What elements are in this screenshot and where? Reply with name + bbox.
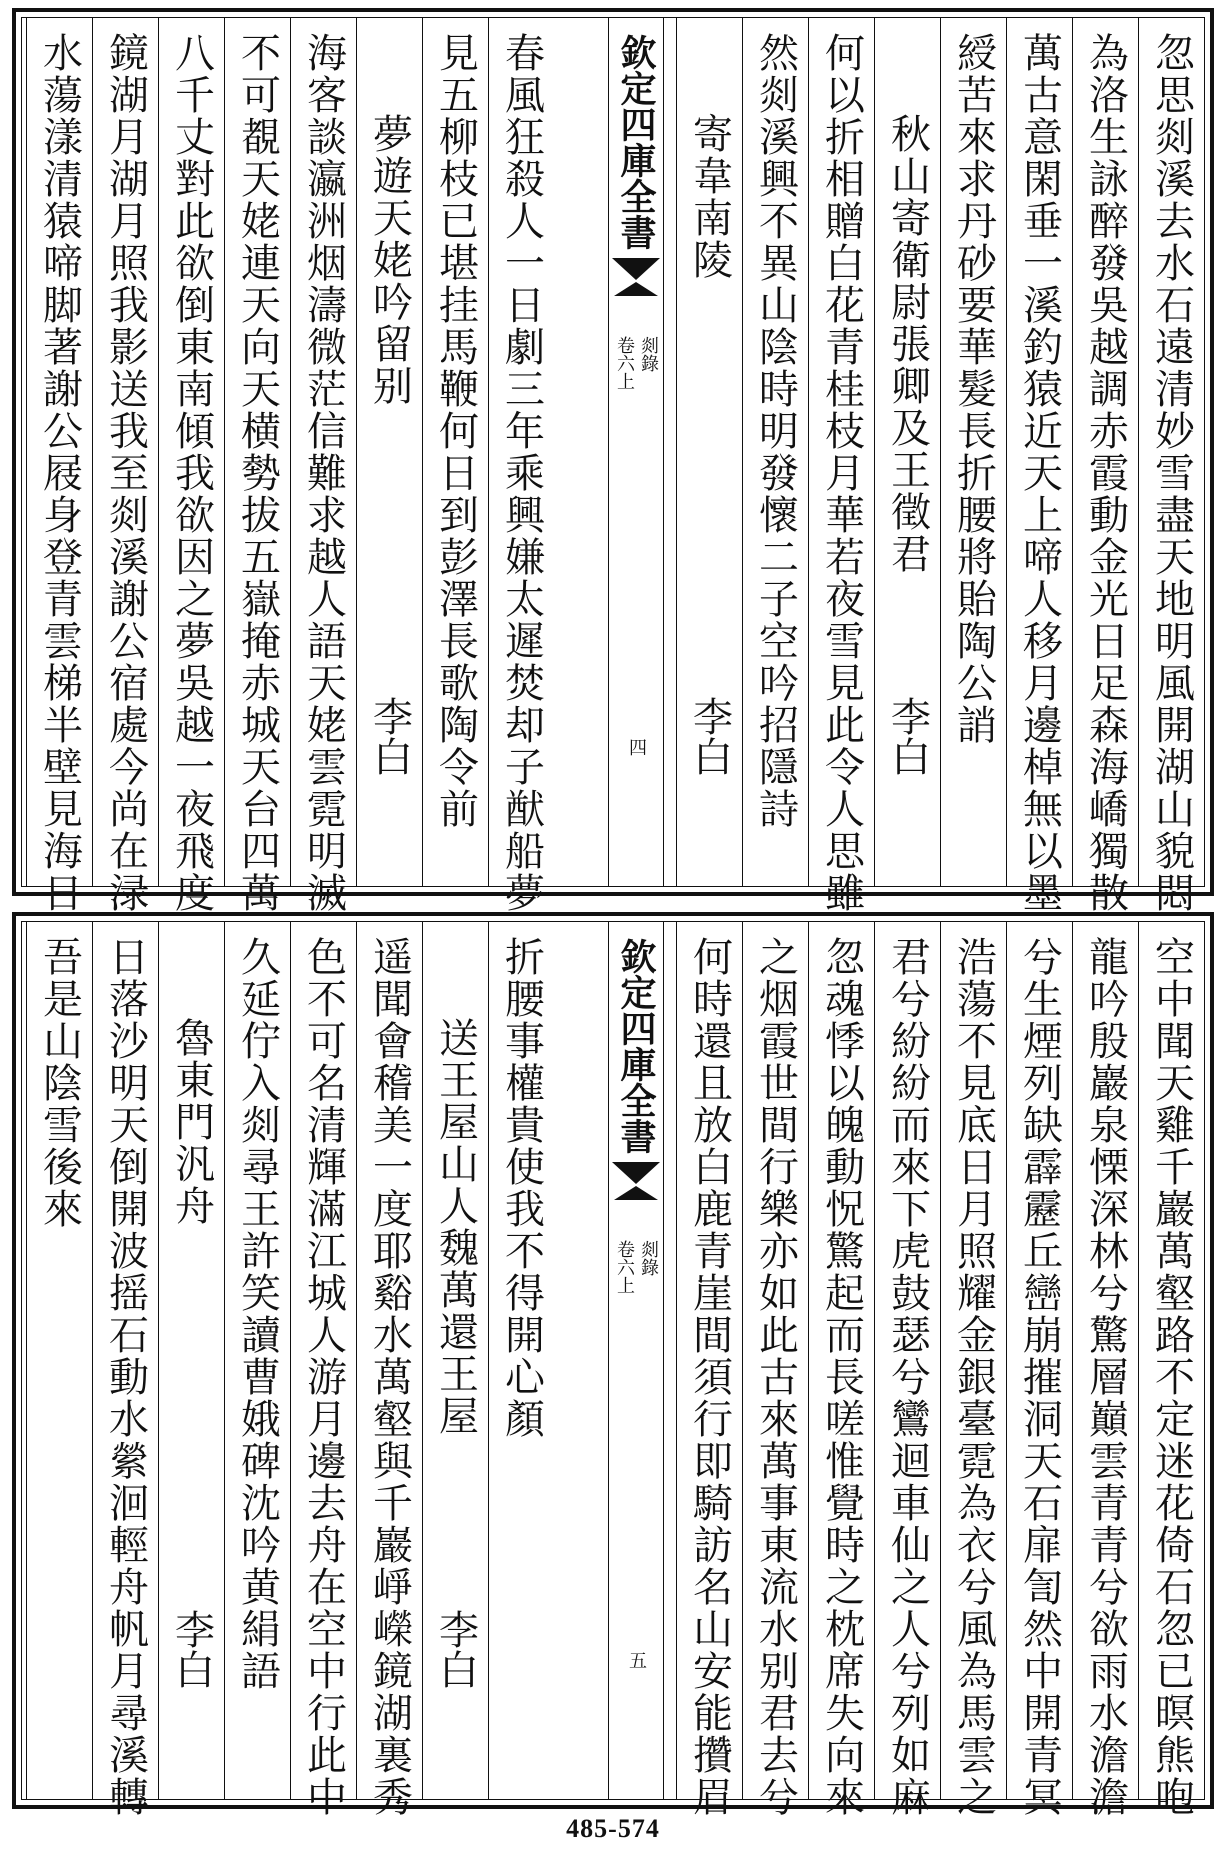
text-column	[808, 18, 874, 914]
column-text: 君兮紛紛而來下虎鼓瑟兮鸞迴車仙之人兮列如麻	[884, 936, 931, 1818]
text-column	[1138, 18, 1204, 914]
column-text: 久延佇入剡尋王許笑讀曹娥碑沈吟黄絹語	[234, 936, 281, 1692]
text-column	[422, 922, 488, 1799]
poem-title: 寄韋南陵	[686, 113, 733, 281]
poem-author: 李白	[168, 1609, 215, 1689]
text-column	[1072, 922, 1138, 1818]
top-left-columns	[22, 18, 554, 914]
column-text: 何時還且放白鹿青崖間須行即騎訪名山安能攢眉	[686, 936, 733, 1818]
book-title: 剡錄	[638, 1240, 659, 1276]
column-text: 水蕩漾清猿啼脚著謝公屐身登青雲梯半壁見海日	[36, 32, 83, 914]
text-column	[940, 18, 1006, 886]
text-column	[874, 18, 940, 886]
column-text: 龍吟殷巖泉慄深林兮驚層巔雲青青兮欲雨水澹澹	[1082, 936, 1129, 1818]
text-column	[488, 922, 554, 1799]
text-column	[1072, 18, 1138, 914]
poem-title: 秋山寄衛尉張卿及王徵君	[884, 113, 931, 575]
column-text: 不可覩天姥連天向天横勢拔五嶽掩赤城天台四萬	[234, 32, 281, 914]
column-text: 海客談瀛洲烟濤微茫信難求越人語天姥雲霓明滅	[300, 32, 347, 914]
text-column	[1138, 922, 1204, 1818]
text-column	[808, 922, 874, 1818]
text-column	[742, 18, 808, 886]
library-title: 欽定四庫全書	[615, 34, 657, 250]
book-meta	[613, 1240, 659, 1294]
book-title: 剡錄	[638, 336, 659, 372]
text-column	[158, 18, 224, 914]
column-text: 為洛生詠醉發吳越調赤霞動金光日足森海嶠獨散	[1082, 32, 1129, 914]
text-column	[940, 922, 1006, 1818]
column-text: 然剡溪興不異山陰時明發懷二子空吟招隱詩	[752, 32, 799, 830]
volume-label: 卷六上	[614, 1240, 635, 1294]
text-column	[158, 922, 224, 1799]
text-column	[26, 922, 92, 1799]
fish-tail-mark-icon	[612, 1162, 660, 1184]
column-text: 日落沙明天倒開波摇石動水縈洄輕舟帆月尋溪轉	[102, 936, 149, 1818]
poem-author: 李白	[884, 696, 931, 776]
poem-author: 李白	[686, 696, 733, 776]
text-column	[92, 922, 158, 1818]
text-column	[874, 922, 940, 1818]
column-text: 吾是山陰雪後來	[36, 936, 83, 1230]
page-number: 485-574	[566, 1814, 660, 1843]
bottom-page-inner-border	[21, 921, 1205, 1818]
poem-title: 送王屋山人魏萬還王屋	[432, 1017, 479, 1437]
column-text: 萬古意閑垂一溪釣猿近天上啼人移月邊棹無以墨	[1016, 32, 1063, 914]
book-meta	[613, 336, 659, 390]
column-text: 之烟霞世間行樂亦如此古來萬事東流水别君去兮	[752, 936, 799, 1818]
text-column	[224, 18, 290, 914]
fish-tail-mark-lower-icon	[614, 1186, 658, 1200]
poem-author: 李白	[366, 696, 413, 776]
bottom-page-frame	[12, 912, 1214, 1818]
fish-tail-mark-lower-icon	[614, 282, 658, 296]
top-right-columns	[672, 18, 1204, 914]
text-column	[676, 922, 742, 1818]
column-text: 見五柳枝已堪挂馬鞭何日到彭澤長歌陶令前	[432, 32, 479, 830]
text-column	[224, 922, 290, 1799]
text-column	[92, 18, 158, 914]
top-page-frame	[12, 8, 1214, 914]
column-text: 色不可名清輝滿江城人游月邊去舟在空中行此中	[300, 936, 347, 1818]
text-column	[422, 18, 488, 886]
column-text: 遥聞會稽美一度耶谿水萬壑與千巖崢嶸鏡湖裏秀	[366, 936, 413, 1818]
bottom-right-columns	[672, 922, 1204, 1818]
poem-author: 李白	[432, 1609, 479, 1689]
folio-number: 四	[626, 738, 647, 756]
text-column	[290, 922, 356, 1818]
volume-label: 卷六上	[614, 336, 635, 390]
text-column	[26, 18, 92, 914]
text-column	[488, 18, 554, 914]
library-title: 欽定四庫全書	[615, 938, 657, 1154]
column-text: 空中聞天雞千巖萬壑路不定迷花倚石忽已暝熊咆	[1148, 936, 1195, 1818]
top-page-inner-border	[21, 17, 1205, 914]
poem-title: 夢遊天姥吟留别	[366, 113, 413, 407]
column-text: 兮生煙列缺霹靂丘巒崩摧洞天石扉訇然中開青冥	[1016, 936, 1063, 1818]
text-column	[356, 922, 422, 1818]
text-column	[356, 18, 422, 886]
fish-tail-mark-icon	[612, 258, 660, 280]
column-text: 綬苦來求丹砂要華髮長折腰將貽陶公誚	[950, 32, 997, 746]
poem-title: 魯東門汎舟	[168, 1017, 215, 1227]
bottom-left-columns	[22, 922, 554, 1818]
text-column	[290, 18, 356, 914]
text-column	[742, 922, 808, 1818]
column-text: 折腰事權貴使我不得開心顏	[498, 936, 545, 1440]
column-text: 何以折相贈白花青桂枝月華若夜雪見此令人思雖	[818, 32, 865, 914]
folio-number: 五	[626, 1651, 647, 1669]
column-text: 浩蕩不見底日月照耀金銀臺霓為衣兮風為馬雲之	[950, 936, 997, 1818]
top-page-heading	[608, 18, 664, 886]
column-text: 鏡湖月湖月照我影送我至剡溪謝公宿處今尚在渌	[102, 32, 149, 914]
column-text: 八千丈對此欲倒東南傾我欲因之夢吳越一夜飛度	[168, 32, 215, 914]
bottom-page-heading	[608, 922, 664, 1799]
column-text: 忽思剡溪去水石遠清妙雪盡天地明風開湖山貌悶	[1148, 32, 1195, 914]
text-column	[1006, 18, 1072, 914]
column-text: 忽魂悸以魄動怳驚起而長嗟惟覺時之枕席失向來	[818, 936, 865, 1818]
text-column	[1006, 922, 1072, 1818]
column-text: 春風狂殺人一日劇三年乘興嫌太遲焚却子猷船夢	[498, 32, 545, 914]
text-column	[676, 18, 742, 886]
